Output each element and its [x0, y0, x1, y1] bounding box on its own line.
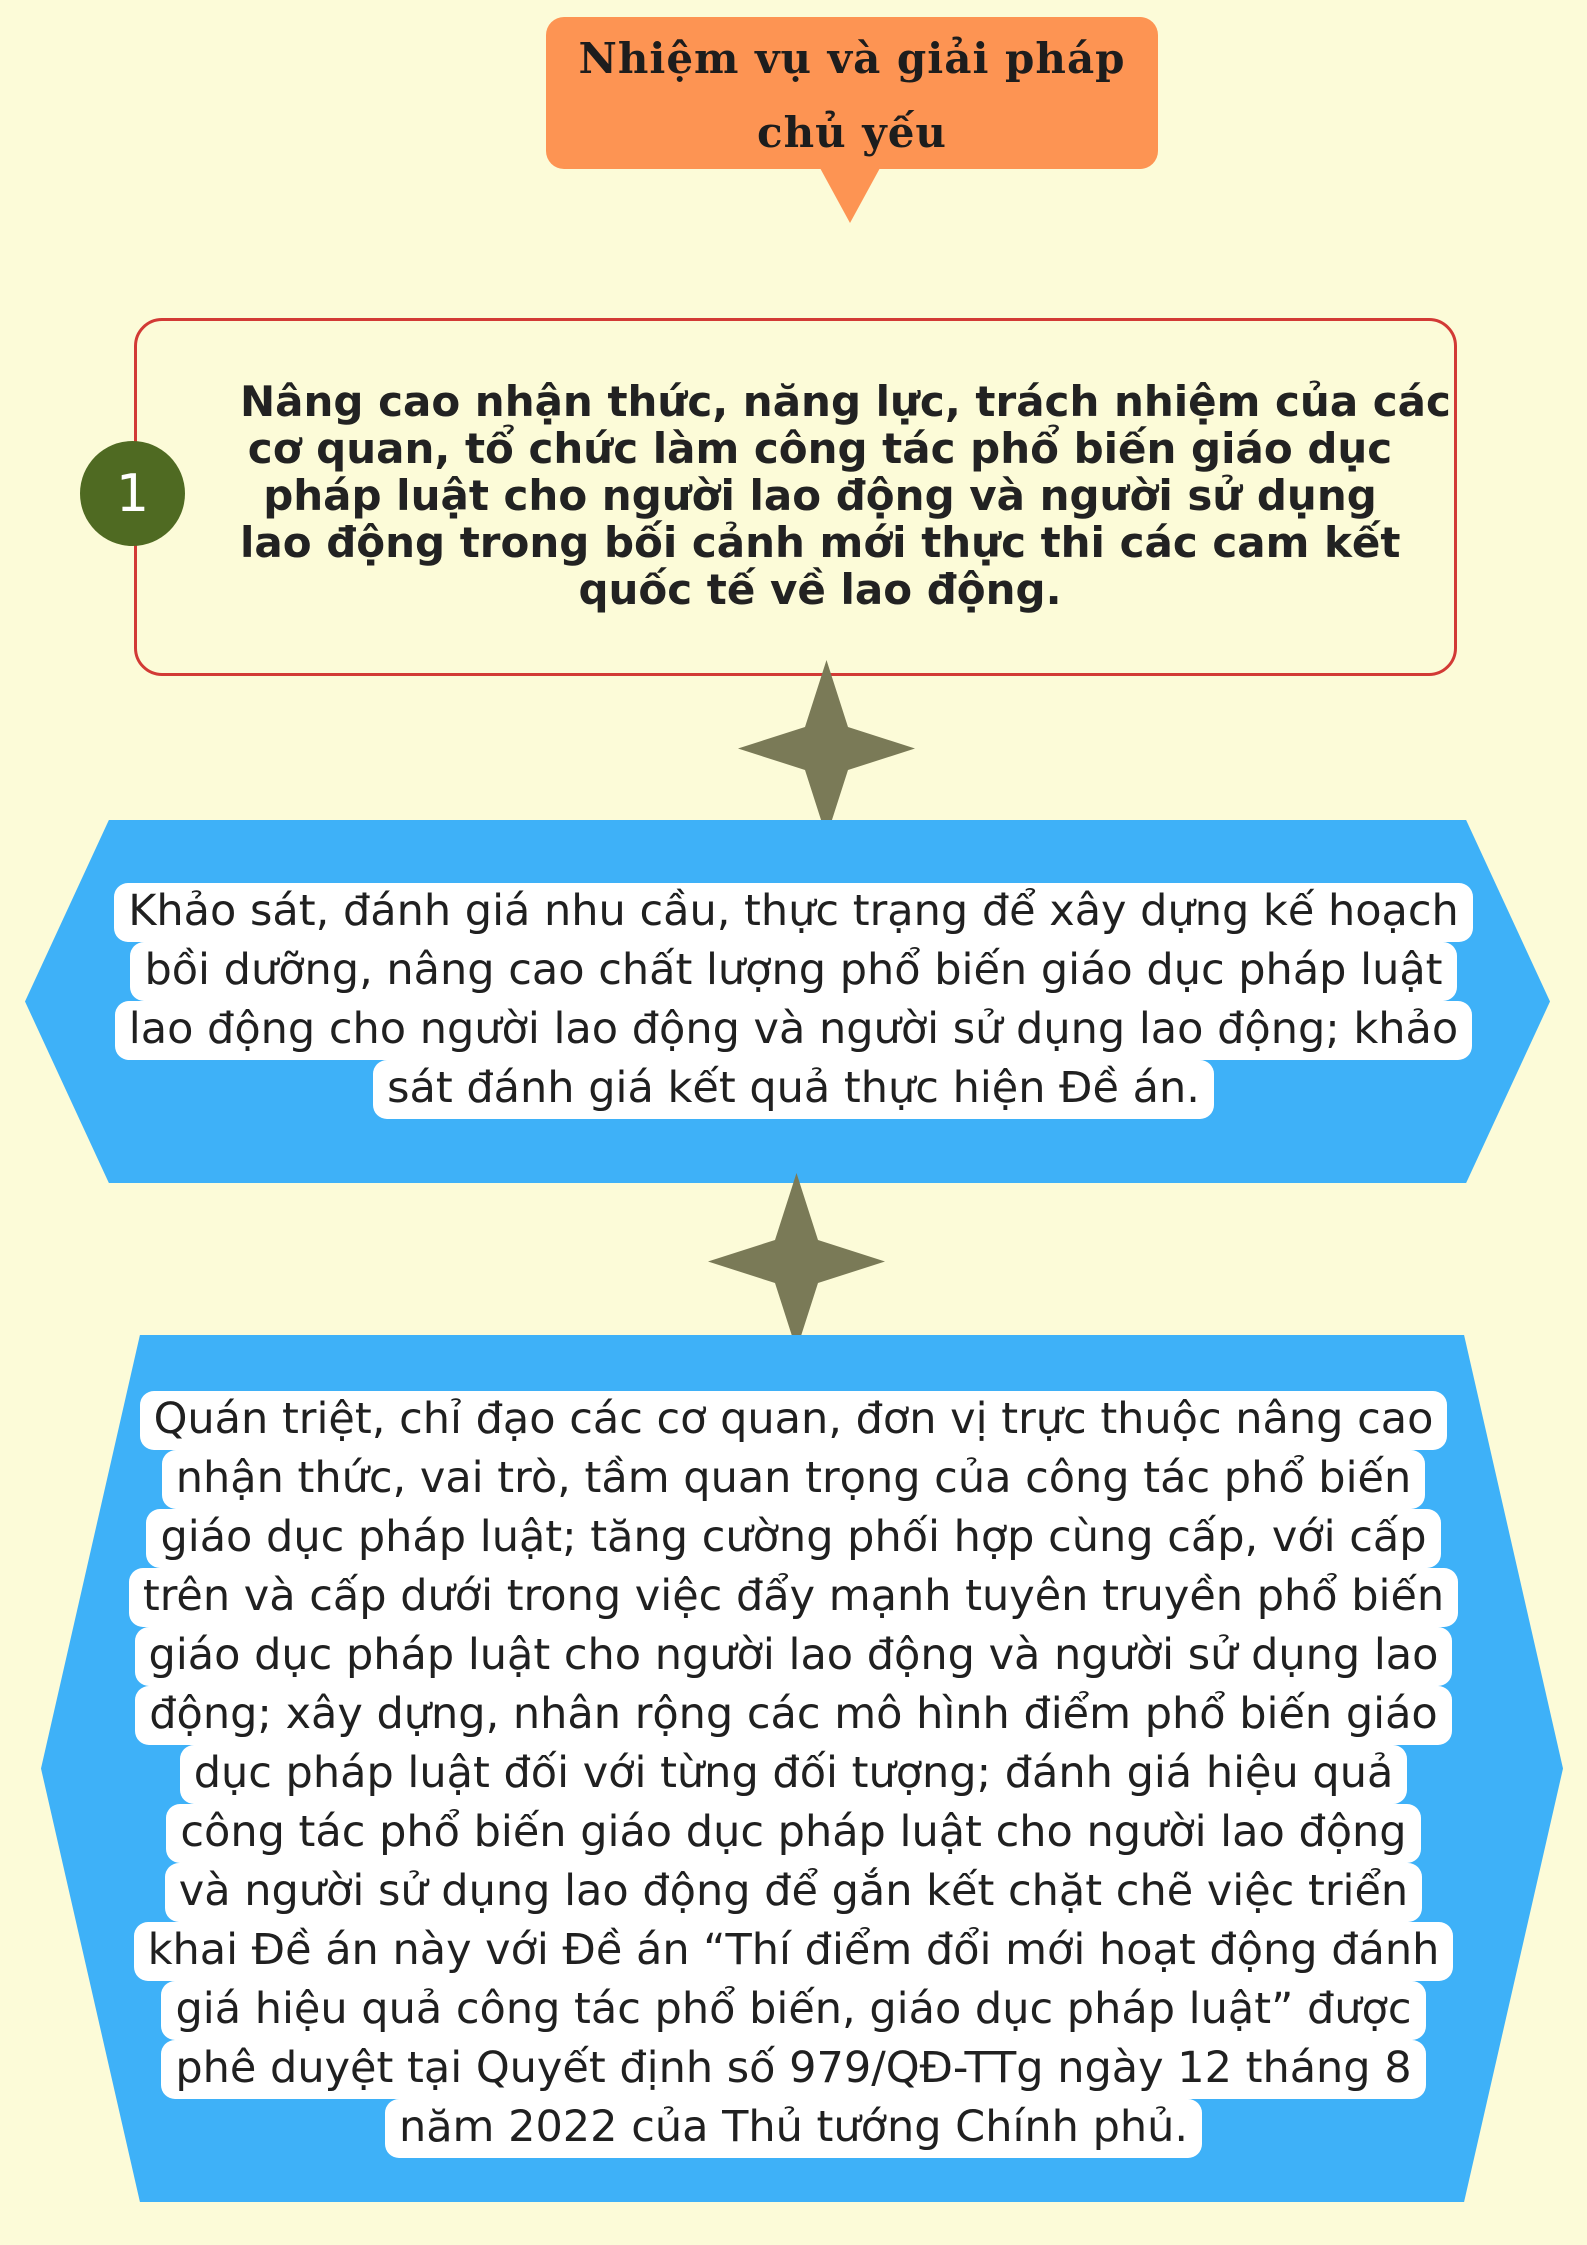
- task-3-line: động; xây dựng, nhân rộng các mô hình điểm phổ biến giáo: [135, 1686, 1451, 1745]
- task-1-line: Nâng cao nhận thức, năng lực, trách nhiệm của các: [240, 377, 1451, 426]
- header-bubble: [546, 17, 1158, 169]
- task-2-line: bồi dưỡng, nâng cao chất lượng phổ biến giáo dục pháp luật: [130, 942, 1456, 1001]
- task-1-line: cơ quan, tổ chức làm công tác phổ biến giáo dục: [247, 424, 1393, 473]
- task-3-line: năm 2022 của Thủ tướng Chính phủ.: [385, 2099, 1202, 2158]
- task-3-line: giá hiệu quả công tác phổ biến, giáo dục pháp luật” được: [161, 1981, 1425, 2040]
- header-title-line-2: chủ yếu: [757, 108, 947, 157]
- task-3-line: khai Đề án này với Đề án “Thí điểm đổi mới hoạt động đánh: [134, 1922, 1454, 1981]
- task-3-line: giáo dục pháp luật cho người lao động và người sử dụng lao: [135, 1627, 1453, 1686]
- task-3-line: dục pháp luật đối với từng đối tượng; đánh giá hiệu quả: [180, 1745, 1408, 1804]
- task-2-line: lao động cho người lao động và người sử dụng lao động; khảo: [115, 1001, 1472, 1060]
- number-badge: 1: [80, 441, 185, 546]
- task-1-line: pháp luật cho người lao động và người sử dụng: [263, 471, 1377, 520]
- task-3-text: [0, 1391, 1587, 2158]
- task-3-line: trên và cấp dưới trong việc đẩy mạnh tuyên truyền phổ biến: [129, 1568, 1458, 1627]
- task-1-text: [240, 377, 1451, 614]
- task-1-line: lao động trong bối cảnh mới thực thi các cam kết: [240, 518, 1401, 567]
- four-point-star-icon: [738, 660, 915, 837]
- task-2-line: sát đánh giá kết quả thực hiện Đề án.: [373, 1060, 1214, 1119]
- four-point-star-icon: [708, 1173, 885, 1350]
- task-2-text: [0, 883, 1587, 1119]
- bubble-tail: [820, 168, 880, 223]
- task-3-line: nhận thức, vai trò, tầm quan trọng của công tác phổ biến: [162, 1450, 1426, 1509]
- task-3-line: Quán triệt, chỉ đạo các cơ quan, đơn vị trực thuộc nâng cao: [140, 1391, 1448, 1450]
- task-3-line: công tác phổ biến giáo dục pháp luật cho người lao động: [166, 1804, 1420, 1863]
- task-3-line: phê duyệt tại Quyết định số 979/QĐ-TTg ngày 12 tháng 8: [161, 2040, 1425, 2099]
- task-1-line: quốc tế về lao động.: [578, 565, 1062, 614]
- task-3-line: và người sử dụng lao động để gắn kết chặt chẽ việc triển: [165, 1863, 1422, 1922]
- task-2-line: Khảo sát, đánh giá nhu cầu, thực trạng để xây dựng kế hoạch: [114, 883, 1473, 942]
- header-title-line-1: Nhiệm vụ và giải pháp: [578, 34, 1126, 83]
- task-3-line: giáo dục pháp luật; tăng cường phối hợp cùng cấp, với cấp: [146, 1509, 1440, 1568]
